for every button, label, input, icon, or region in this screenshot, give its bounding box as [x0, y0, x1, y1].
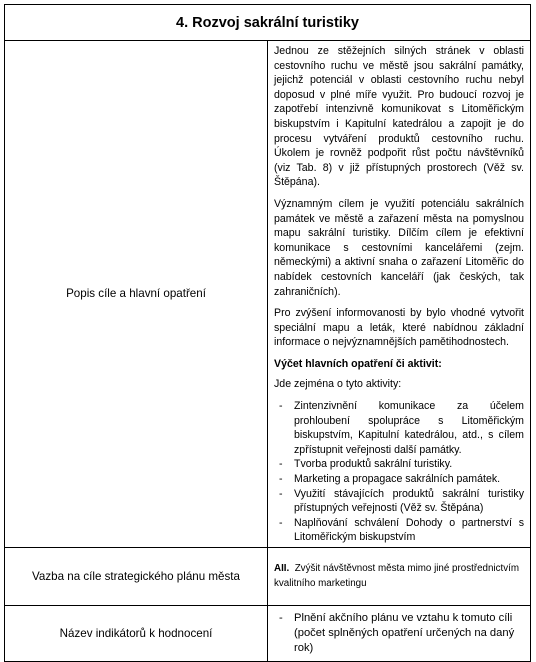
indicators-content [268, 606, 531, 662]
activities-intro: Jde zejména o tyto aktivity: [274, 378, 402, 391]
link-label [5, 548, 268, 606]
goal-table [4, 4, 531, 662]
link-code: AII. [274, 563, 290, 575]
goal-title: 4. Rozvoj sakrální turistiky [5, 5, 531, 41]
link-text: Zvýšit návštěvnost města mimo jiné prostřednictvím kvalitního marketingu [274, 563, 520, 589]
description-label-text: Popis cíle a hlavní opatření [66, 287, 206, 300]
indicators-list [274, 611, 524, 656]
goal-card [4, 4, 531, 654]
activities-list [274, 399, 524, 545]
activity-item: - Naplňování schválení Dohody o partnerství s Litoměřickým biskupstvím [294, 516, 524, 545]
link-content [268, 548, 531, 606]
description-paragraph-2: Významným cílem je využití potenciálu sakrálních památek ve městě a zařazení města na pomyslnou mapu sakrální turistiky. Dílčím cílem je efektivní komunikace s cestovními kancelářemi (zejm. německými) a aktivní snaha o zařazení Litoměřic do nabídek cestovních kanceláří (jak českých, tak zahraničních). [274, 197, 524, 298]
description-paragraph-3: Pro zvýšení informovanosti by bylo vhodné vytvořit speciální mapu a leták, které nabídnou základní informace o nejvýznamnějších pamětihodnostech. [274, 307, 524, 349]
link-label-text: Vazba na cíle strategického plánu města [32, 569, 240, 583]
description-label [5, 41, 268, 548]
activities-heading: Výčet hlavních opatření či aktivit: [274, 357, 442, 370]
description-row [5, 41, 531, 548]
indicators-label-text: Název indikátorů k hodnocení [59, 626, 213, 640]
indicators-row [5, 606, 531, 662]
activity-item: - Využití stávajících produktů sakrální turistiky přístupných veřejnosti (Věž sv. Štěpána) [294, 487, 524, 516]
activity-item: - Marketing a propagace sakrálních památek. [294, 472, 524, 487]
description-content [268, 41, 531, 548]
activity-item: - Zintenzivnění komunikace za účelem prohloubení spolupráce s Litoměřickým biskupstvím, Kapitulní katedrálou, atd., s cílem zpřístupnit veřejnosti další památky. [294, 399, 524, 457]
indicators-label [5, 606, 268, 662]
link-row [5, 548, 531, 606]
indicator-item: - Plnění akčního plánu ve vztahu k tomuto cíli (počet splněných opatření určených na daný rok) [294, 611, 524, 656]
activity-item: - Tvorba produktů sakrální turistiky. [294, 457, 524, 472]
description-paragraph-1: Jednou ze stěžejních silných stránek v oblasti cestovního ruchu ve městě jsou sakrální památky, jejichž potenciál v oblasti cestovního ruchu nebyl doposud v plné míře využit. Pro budoucí rozvoj je zapotřebí intenzivně komunikovat s Litoměřickým biskupstvím i Kapitulní katedrálou a zapojit je do procesu vytváření produktů cestovního ruchu. Úkolem je rovněž podpořit růst počtu návštěvníků (viz Tab. 8) v již přístupných prostorech (Věž sv. Štěpána). [274, 45, 524, 189]
title-row [5, 5, 531, 41]
